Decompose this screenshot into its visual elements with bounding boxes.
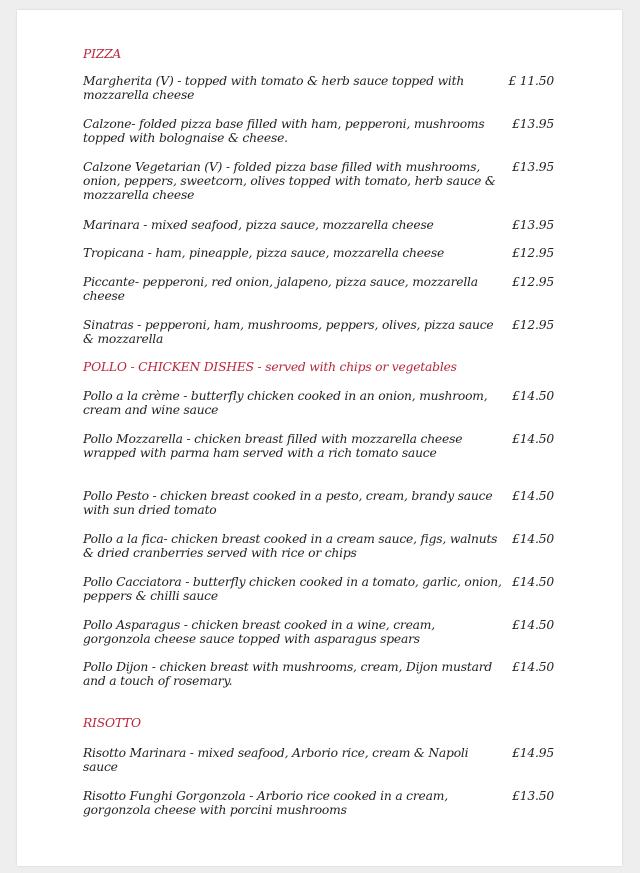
menu-item-description: Tropicana - ham, pineapple, pizza sauce, mozzarella cheese [83,246,445,260]
menu-item-description: Pollo a la fica- chicken breast cooked in a cream sauce, figs, walnuts & dried cranberries served with rice or chips [83,532,498,560]
menu-item-price: £14.50 [512,389,554,403]
menu-item-price: £ 11.50 [508,74,554,88]
menu-item-description: Pollo Mozzarella - chicken breast filled with mozzarella cheese wrapped with parma ham served with a rich tomato sauce [83,432,463,460]
menu-item-description: Pollo a la crème - butterfly chicken cooked in an onion, mushroom, cream and wine sauce [83,389,488,417]
menu-item-description: Risotto Funghi Gorgonzola - Arborio rice cooked in a cream, gorgonzola cheese with porcini mushrooms [83,789,448,817]
section-heading: RISOTTO [83,716,141,730]
menu-item-description: Margherita (V) - topped with tomato & herb sauce topped with mozzarella cheese [83,74,465,102]
menu-item-price: £14.95 [512,746,554,760]
menu-item-price: £12.95 [512,318,554,332]
menu-item-description: Risotto Marinara - mixed seafood, Arborio rice, cream & Napoli sauce [83,746,469,774]
menu-item-price: £14.50 [512,489,554,503]
menu-item-price: £14.50 [512,660,554,674]
menu-item-price: £12.95 [512,275,554,289]
menu-item-price: £12.95 [512,246,554,260]
menu-item-description: Calzone- folded pizza base filled with ham, pepperoni, mushrooms topped with bolognaise & cheese. [83,117,485,145]
menu-item-description: Sinatras - pepperoni, ham, mushrooms, peppers, olives, pizza sauce & mozzarella [83,318,494,346]
menu-item-description: Pollo Asparagus - chicken breast cooked in a wine, cream, gorgonzola cheese sauce topped with asparagus spears [83,618,435,646]
menu-item-description: Pollo Cacciatora - butterfly chicken cooked in a tomato, garlic, onion, peppers & chilli sauce [83,575,502,603]
menu-item-description: Pollo Pesto - chicken breast cooked in a pesto, cream, brandy sauce with sun dried tomato [83,489,493,517]
menu-item-price: £14.50 [512,618,554,632]
section-heading: PIZZA [83,47,122,61]
menu-item-description: Marinara - mixed seafood, pizza sauce, mozzarella cheese [83,218,434,232]
menu-item-price: £14.50 [512,532,554,546]
menu-item-price: £13.95 [512,117,554,131]
menu-item-price: £14.50 [512,575,554,589]
menu-item-price: £14.50 [512,432,554,446]
menu-item-description: Pollo Dijon - chicken breast with mushrooms, cream, Dijon mustard and a touch of rosemary. [83,660,493,688]
menu-item-price: £13.95 [512,218,554,232]
section-heading: POLLO - CHICKEN DISHES - served with chips or vegetables [83,360,457,374]
menu-item-price: £13.50 [512,789,554,803]
menu-item-price: £13.95 [512,160,554,174]
menu-item-description: Piccante- pepperoni, red onion, jalapeno, pizza sauce, mozzarella cheese [83,275,478,303]
menu-item-description: Calzone Vegetarian (V) - folded pizza base filled with mushrooms, onion, peppers, sweetcorn, olives topped with tomato, herb sauce & mozzarella cheese [83,160,496,202]
